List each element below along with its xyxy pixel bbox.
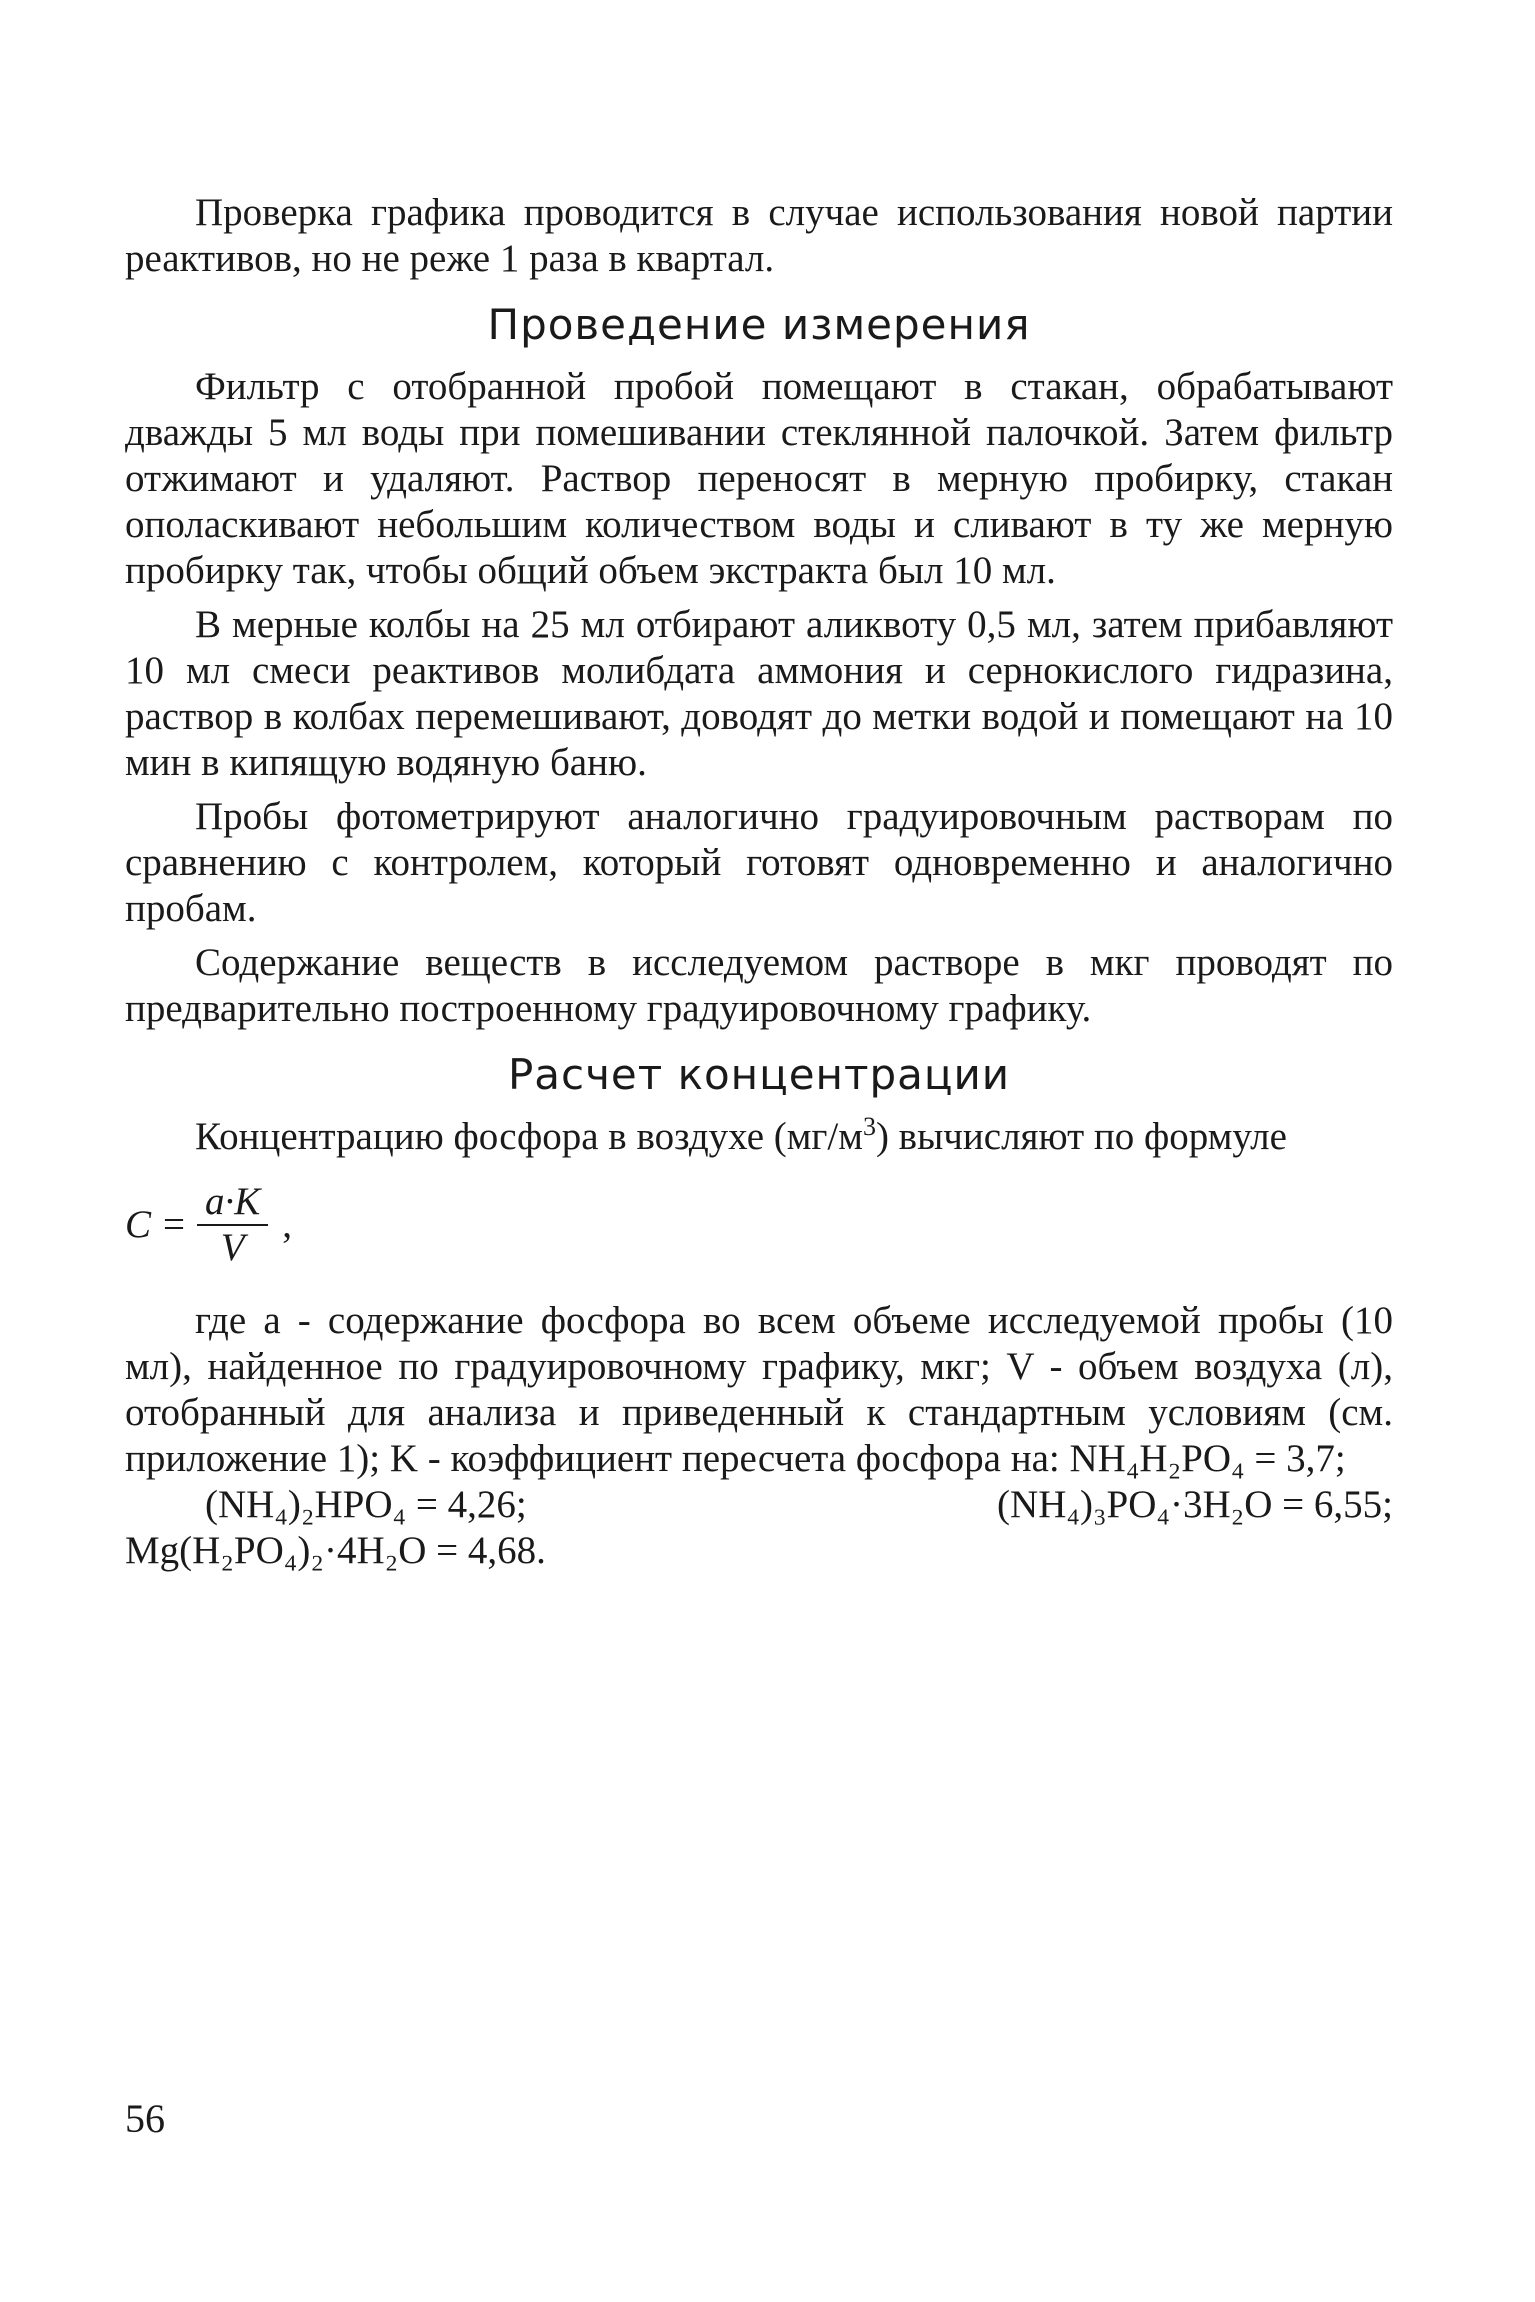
where-text: где a - содержание фосфора во всем объеме исследуемой пробы (10 мл), найденное по градуировочному графику, мкг; V - объем воздуха (л), отобранный для анализа и приведенный к стандартным условиям (см. приложение 1); K - коэффициент пересчета фосфора на: [125, 1299, 1393, 1480]
concentration-formula [125, 1182, 1393, 1268]
chem-value-2: (NH₄)₂HPO₄ = 4,26; [205, 1483, 527, 1526]
measurement-paragraph-2: В мерные колбы на 25 мл отбирают аликвоту 0,5 мл, затем прибавляют 10 мл смеси реактивов молибдата аммония и сернокислого гидразина, раствор в колбах перемешивают, доводят до метки водой и помещают на 10 мин в кипящую водяную баню. [125, 603, 1393, 784]
section-heading-calculation: Расчет концентрации [507, 1050, 1011, 1099]
formula-lhs: C [125, 1203, 152, 1246]
page-body [125, 190, 1393, 1574]
chem-line-values [125, 1482, 1393, 1528]
calculation-intro [125, 1114, 1393, 1160]
measurement-paragraph-1: Фильтр с отобранной пробой помещают в стакан, обрабатывают дважды 5 мл воды при помешивании стеклянной палочкой. Затем фильтр отжимают и удаляют. Раствор переносят в мерную пробирку, стакан ополаскивают небольшим количеством воды и сливают в ту же мерную пробирку так, чтобы общий объем экстракта был 10 мл. [125, 365, 1393, 592]
calculation-intro-start: Концентрацию фосфора в воздухе (мг/м [195, 1115, 863, 1158]
calculation-intro-end: ) вычисляют по формуле [875, 1115, 1287, 1158]
section-heading-measurement: Проведение измерения [487, 300, 1031, 349]
formula-fraction [197, 1182, 268, 1268]
measurement-paragraph-3: Пробы фотометрируют аналогично градуировочным растворам по сравнению с контролем, который готовят одновременно и аналогично пробам. [125, 795, 1393, 930]
chem-value-4: Mg(H₂PO₄)₂·4H₂O = 4,68. [125, 1529, 546, 1572]
chem-value-3: (NH₄)₃PO₄·3H₂O = 6,55; [997, 1483, 1393, 1526]
intro-paragraph: Проверка графика проводится в случае использования новой партии реактивов, но не реже 1 раза в квартал. [125, 191, 1393, 280]
where-definitions [125, 1298, 1393, 1482]
formula-denominator: V [220, 1226, 245, 1269]
measurement-paragraph-4: Содержание веществ в исследуемом растворе в мкг проводят по предварительно построенному градуировочному графику. [125, 941, 1393, 1030]
formula-comma: , [282, 1203, 293, 1246]
formula-equals: = [163, 1203, 186, 1246]
page-number: 56 [125, 2096, 165, 2141]
calculation-intro-superscript: 3 [862, 1112, 876, 1141]
chem-value-1: NH₄H₂PO₄ = 3,7; [1069, 1437, 1346, 1480]
formula-numerator: a·K [197, 1182, 268, 1226]
